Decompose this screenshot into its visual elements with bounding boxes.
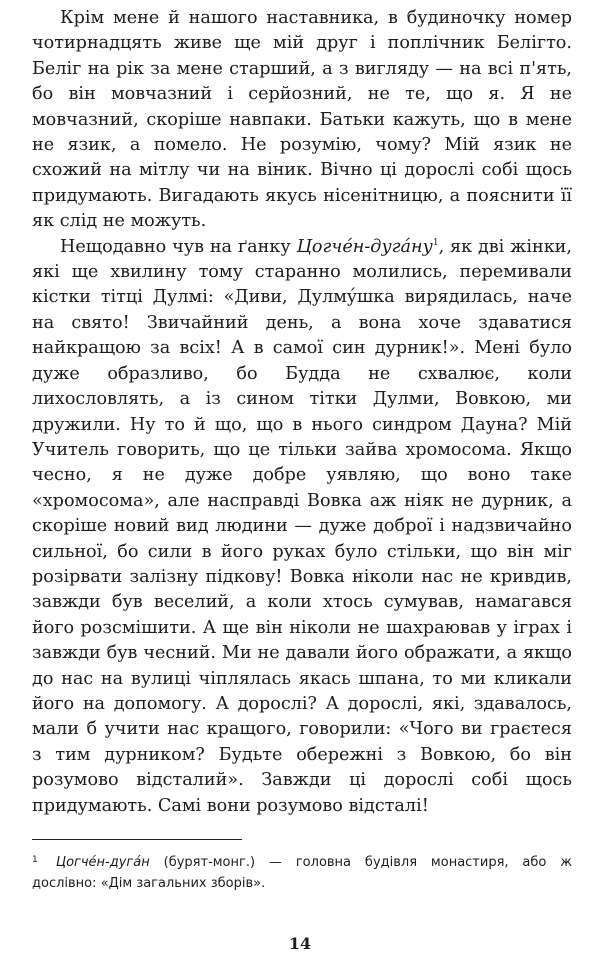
footnote-reference[interactable]: 1 xyxy=(432,237,439,248)
paragraph-1 xyxy=(32,6,572,235)
main-text xyxy=(32,6,572,819)
footnote-term: Цогчéн-дугáн xyxy=(56,855,150,870)
footnote xyxy=(32,852,572,894)
footnote-text: (бурят-монг.) — головна будівля монастиря, або ж дослівно: «Дім загальних зборів». xyxy=(32,855,572,891)
paragraph-2-lead: Нещодавно чув на ґанку xyxy=(60,236,297,257)
footnote-mark: 1 xyxy=(32,855,38,865)
paragraph-2 xyxy=(32,235,572,819)
page-number: 14 xyxy=(288,934,312,953)
paragraph-2-body: , як дві жінки, які ще хвилину тому старанно молились, перемивали кістки тітці Дулмі: «Диви, Дулмýшка вирядилась, наче на свято! Звичайний день, а вона хоче здаватися найкращою за всіх! А в самої син дурник!». Мені було дуже образливо, бо Будда не схвалює, коли лихословлять, а із сином тітки Дулми, Вовкою, ми дружили. Ну то й що, що в нього синдром Дауна? Мій Учитель говорить, що це тільки зайва хромосома. Якщо чесно, я не дуже добре уявляю, що воно таке «хромосома», але насправді Вовка аж ніяк не дурник, а скоріше новий вид людини — дуже доброї і надзвичайно сильної, бо сили в його руках було стільки, що він міг розірвати залізну підкову! Вовка ніколи нас не кривдив, завжди був веселий, а коли хтось сумував, намагався його розсмішити. А ще він ніколи не шахраював у іграх і завжди був чесний. Ми не давали його ображати, а якщо до нас на вулиці чіплялась якась шпана, то ми кликали його на допомогу. А дорослі? А дорослі, які, здавалось, мали б учити нас кращого, говорили: «Чого ви граєтеся з тим дурником? Будьте обережні з Вовкою, бо він розумово відсталий». Завжди ці дорослі собі щось придумають. Самі вони розумово відсталі! xyxy=(32,236,573,816)
footnote-divider xyxy=(32,839,242,840)
paragraph-2-italic-term: Цогчéн-дугáну xyxy=(296,236,433,257)
paragraph-1-text: Крім мене й нашого наставника, в будиночку номер чотирнадцять живе ще мій друг і поплічник Белігто. Беліг на рік за мене старший, а з вигляду — на всі п'ять, бо він мовчазний і серйозний, не те, що я. Я не мовчазний, скоріше навпаки. Батьки кажуть, що в мене не язик, а помело. Не розумію, чому? Мій язик не схожий на мітлу чи на віник. Вічно ці дорослі собі щось придумають. Вигадають якусь нісенітницю, а пояснити її як слід не можуть. xyxy=(32,8,572,232)
